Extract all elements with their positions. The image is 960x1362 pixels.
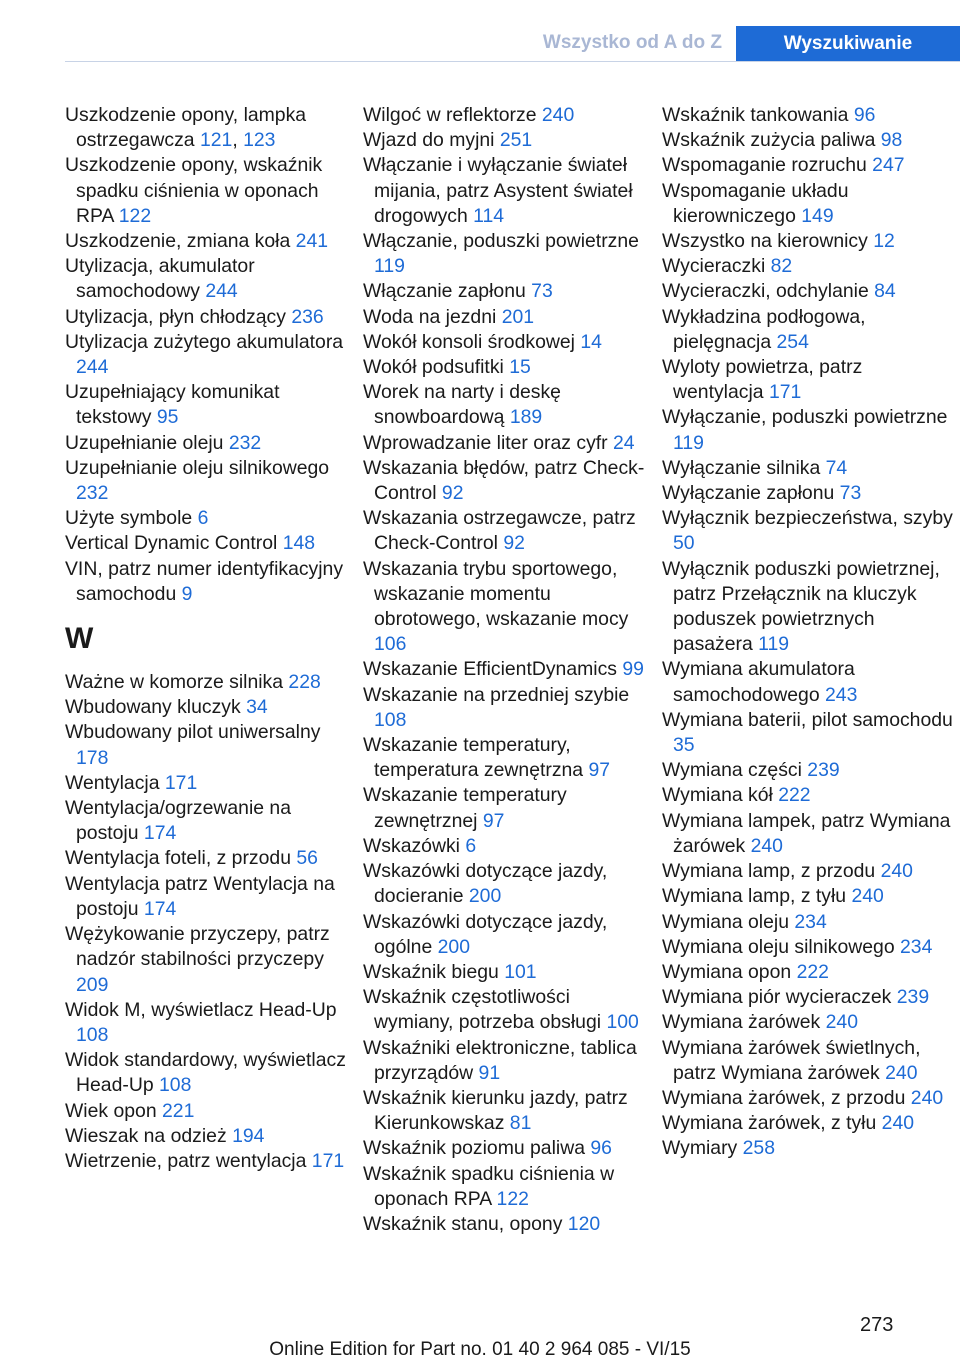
page-link[interactable]: 96	[590, 1137, 612, 1160]
index-entry	[363, 128, 653, 153]
index-entry-text: Wymiana żarówek	[662, 1011, 821, 1034]
index-entry	[363, 657, 653, 682]
index-entry	[662, 1010, 958, 1035]
index-entry-text: Włączanie i wyłączanie świateł mijania, patrz Asystent świateł drogowych	[363, 154, 633, 227]
index-entry-text: Wentylacja/ogrzewanie na postoju	[65, 797, 291, 845]
page-link[interactable]: 121	[199, 129, 233, 152]
index-entry-text: Utylizacja, płyn chłodzący	[65, 305, 286, 328]
index-entry-text: Utylizacja, akumulator samochodowy	[65, 255, 255, 303]
page-link[interactable]: 241	[295, 230, 329, 253]
index-entry-text: Wskazania trybu sportowego, wskazanie momentu obrotowego, wskazanie mocy	[363, 557, 629, 631]
index-entry	[662, 1036, 958, 1086]
index-entry	[65, 254, 355, 304]
index-entry-text: Wskazówki dotyczące jazdy, ogólne	[363, 910, 608, 958]
index-entry-text: Wskaźnik kierunku jazdy, patrz Kierunkowskaz	[363, 1086, 628, 1135]
index-entry	[65, 695, 355, 720]
index-entry-text: Wymiana lampek, patrz Wymiana żarówek	[662, 809, 951, 857]
index-entry-text: Wymiary	[662, 1137, 738, 1160]
index-entry	[65, 330, 355, 380]
index-entry	[65, 998, 355, 1048]
index-entry	[662, 153, 958, 178]
index-column-2	[363, 103, 653, 1237]
index-entry-text: Wymiana kół	[662, 784, 773, 807]
index-entry-text: Wspomaganie rozruchu	[662, 154, 867, 177]
page-link[interactable]: 148	[282, 532, 316, 555]
page-link[interactable]: 240	[881, 1112, 915, 1135]
page-link[interactable]: 240	[880, 860, 913, 883]
index-entry-text: Wjazd do myjni	[363, 129, 495, 152]
page-link[interactable]: 81	[509, 1112, 532, 1135]
index-entry-text: Wokół konsoli środkowej	[363, 330, 575, 353]
index-entry-text: Użyte symbole	[65, 507, 193, 530]
index-entry-text: Wskazówki	[363, 834, 460, 857]
page-link[interactable]: 15	[509, 356, 531, 379]
page-link[interactable]: 119	[374, 255, 405, 278]
index-entry	[363, 985, 653, 1035]
page-number: 273	[860, 1314, 894, 1336]
page-header	[0, 0, 960, 62]
page-link[interactable]: 232	[228, 431, 262, 454]
index-entry	[363, 783, 653, 833]
index-entry-text: Wężykowanie przyczepy, patrz nadzór stabilności przyczepy	[65, 923, 330, 971]
page-link[interactable]: 189	[509, 406, 543, 429]
page-link[interactable]: 201	[501, 305, 535, 328]
page-link[interactable]: 240	[825, 1011, 858, 1034]
page-link[interactable]: 108	[159, 1074, 192, 1097]
index-entry	[65, 557, 355, 607]
page-link[interactable]: 97	[482, 809, 505, 832]
page-link[interactable]: 240	[541, 104, 575, 126]
index-entry	[65, 1149, 355, 1174]
page-link[interactable]: 35	[673, 734, 695, 757]
index-entry	[662, 809, 958, 859]
index-entry: Uszkodzenie opony, lampka ostrzegawcza 121, 123	[65, 104, 307, 152]
index-entry-text: Wentylacja patrz Wentylacja na postoju	[65, 872, 335, 920]
page-link[interactable]: 92	[441, 482, 464, 505]
index-entry-text: Wymiana akumulatora samochodowego	[662, 658, 855, 706]
index-entry-text: Worek na narty i deskę snowboardową	[363, 381, 561, 429]
index-entry	[662, 884, 958, 909]
page-link[interactable]: 9	[181, 582, 193, 605]
index-entry	[65, 1099, 355, 1124]
page-link[interactable]: 258	[742, 1137, 775, 1160]
page-link[interactable]: 178	[76, 746, 109, 769]
page-link[interactable]: 99	[622, 658, 644, 681]
index-entry-text: Wentylacja	[65, 771, 160, 794]
index-entry	[662, 657, 958, 707]
index-entry-text: Wymiana baterii, pilot samochodu	[662, 708, 953, 731]
index-entry-text: Utylizacja zużytego akumulatora	[65, 330, 344, 353]
page-link[interactable]: 24	[613, 431, 635, 454]
index-entry-text: Wskazanie temperatury zewnętrznej	[363, 784, 567, 832]
page-link[interactable]: 122	[496, 1187, 529, 1210]
page-link[interactable]: 92	[503, 532, 525, 555]
index-entry-text: Wentylacja foteli, z przodu	[65, 847, 291, 870]
index-entry	[363, 910, 653, 960]
page-link[interactable]: 73	[531, 280, 553, 303]
index-entry-text: Wyłączanie zapłonu	[662, 482, 835, 505]
index-entry	[65, 456, 355, 506]
index-entry-text: Włączanie, poduszki powietrzne	[363, 230, 639, 253]
index-entry-text: Wskaźnik spadku ciśnienia w oponach RPA	[363, 1162, 615, 1210]
page-link[interactable]: 50	[673, 532, 695, 555]
index-entry	[65, 720, 355, 770]
index-entry-text: Wymiana żarówek świetlnych, patrz Wymiana żarówek	[662, 1036, 921, 1084]
index-entry	[363, 330, 653, 355]
page-link[interactable]: 174	[143, 897, 177, 920]
index-entry	[662, 279, 958, 304]
index-entry	[363, 279, 653, 304]
index-entry	[662, 708, 958, 758]
index-entry-text: Vertical Dynamic Control	[65, 532, 278, 555]
index-entry-text: Wbudowany pilot uniwersalny	[65, 721, 321, 744]
page-link[interactable]: 56	[296, 847, 318, 870]
page-link[interactable]: 171	[311, 1149, 345, 1172]
index-entry	[662, 355, 958, 405]
page-link[interactable]: 101	[504, 960, 537, 983]
page-link[interactable]: 174	[143, 822, 177, 845]
index-entry-text: VIN, patrz numer identyfikacyjny samochodu	[65, 557, 344, 605]
index-entry-text: Wymiana oleju silnikowego	[662, 935, 895, 958]
page-link[interactable]: 243	[825, 683, 858, 706]
index-entry-text: Włączanie zapłonu	[363, 280, 526, 303]
index-column-3	[662, 103, 958, 1162]
index-entry-text: Wbudowany kluczyk	[65, 696, 241, 719]
edition-footer: Online Edition for Part no. 01 40 2 964 085 - VI/15	[269, 1339, 691, 1360]
page-link[interactable]: 209	[76, 973, 109, 996]
page-link[interactable]: 96	[853, 104, 876, 126]
page-link[interactable]: 95	[156, 406, 179, 429]
page-link[interactable]: 171	[768, 381, 802, 404]
page-link[interactable]: 222	[778, 784, 811, 807]
index-entry-text: Wskaźnik zużycia paliwa	[662, 129, 876, 152]
index-entry-text: Wycieraczki	[662, 255, 766, 278]
active-section-tab[interactable]: Wyszukiwanie	[736, 26, 960, 61]
page-link[interactable]: 228	[288, 671, 321, 694]
page-link[interactable]: 6	[465, 834, 477, 857]
index-entry-text: Wskaźnik stanu, opony	[363, 1212, 563, 1235]
index-entry-text: Wskazania ostrzegawcze, patrz Check-Control	[363, 507, 636, 555]
index-entry	[662, 179, 958, 229]
index-entry-text: Wymiana opon	[662, 960, 792, 983]
index-entry	[65, 922, 355, 998]
page-link[interactable]: 254	[776, 330, 809, 353]
index-entry	[363, 683, 653, 733]
index-entry	[65, 431, 355, 456]
page-link[interactable]: 232	[76, 482, 109, 505]
index-entry-text: Wieszak na odzież	[65, 1124, 227, 1147]
index-entry-text: Wskaźniki elektroniczne, tablica przyrządów	[363, 1036, 637, 1084]
index-column-1	[65, 103, 355, 1174]
index-entry	[662, 456, 958, 481]
index-entry	[65, 872, 355, 922]
index-entry	[662, 935, 958, 960]
index-entry-text: Wymiana lamp, z tyłu	[662, 885, 847, 908]
page-link[interactable]: 73	[839, 482, 862, 505]
index-entry	[65, 1124, 355, 1149]
page-link[interactable]: 120	[567, 1212, 601, 1235]
index-entry-text: Wilgoć w reflektorze	[363, 104, 537, 126]
page-link[interactable]: 100	[606, 1011, 639, 1034]
index-entry-text: Wskaźnik biegu	[363, 960, 499, 983]
index-entry	[65, 305, 355, 330]
index-entry	[662, 1086, 958, 1111]
index-entry	[662, 254, 958, 279]
page-link[interactable]: 221	[162, 1099, 195, 1122]
page-link[interactable]: 122	[118, 204, 152, 227]
index-entry	[363, 506, 653, 556]
index-entry-text: Wspomaganie układu kierowniczego	[662, 179, 849, 227]
index-entry	[662, 229, 958, 254]
index-entry	[363, 355, 653, 380]
index-entry-text: Wskazanie temperatury, temperatura zewnętrzna	[363, 734, 584, 782]
page-link[interactable]: 108	[374, 708, 407, 731]
page-link[interactable]: 171	[164, 771, 198, 794]
index-entry	[363, 456, 653, 506]
index-entry	[363, 1036, 653, 1086]
index-entry	[662, 481, 958, 506]
index-entry-text: Wymiana oleju	[662, 910, 789, 933]
index-entry-text: Widok M, wyświetlacz Head-Up	[65, 998, 337, 1021]
index-entry	[65, 380, 355, 430]
index-entry	[662, 859, 958, 884]
index-entry-text: Wymiana żarówek, z tyłu	[662, 1112, 877, 1135]
page-link[interactable]: 200	[437, 935, 470, 958]
index-entry-text: Wszystko na kierownicy	[662, 230, 868, 253]
page-link[interactable]: 114	[473, 204, 505, 227]
index-entry	[363, 859, 653, 909]
index-entry	[363, 733, 653, 783]
index-entry	[65, 771, 355, 796]
index-entry	[363, 1212, 653, 1237]
page-link[interactable]: 200	[468, 885, 502, 908]
page-link[interactable]: 234	[900, 935, 933, 958]
page-link[interactable]: 34	[246, 696, 268, 719]
page-link[interactable]: 239	[896, 986, 930, 1009]
page-link[interactable]: 98	[880, 129, 903, 152]
index-entry-text: Uszkodzenie opony, lampka ostrzegawcza	[65, 104, 307, 152]
index-entry	[662, 103, 958, 128]
index-entry-text: Wskazanie EfficientDynamics	[363, 658, 617, 681]
index-entry	[363, 1086, 653, 1136]
index-entry-text: Wykładzina podłogowa, pielęgnacja	[662, 305, 866, 353]
index-entry	[65, 506, 355, 531]
page-link[interactable]: 123	[243, 129, 276, 152]
page-link[interactable]: 247	[872, 154, 905, 177]
index-entry-text: Wymiana części	[662, 759, 802, 782]
page-link[interactable]: 108	[76, 1023, 109, 1046]
index-entry	[363, 1162, 653, 1212]
index-entry	[662, 960, 958, 985]
page-link[interactable]: 244	[76, 356, 109, 379]
index-entry-text: Uszkodzenie opony, wskaźnik spadku ciśnienia w oponach RPA	[65, 154, 323, 227]
page-link[interactable]: 6	[197, 507, 209, 530]
page-link[interactable]: 240	[910, 1086, 944, 1109]
index-entry-text: Wymiana żarówek, z przodu	[662, 1086, 906, 1109]
index-entry	[662, 1111, 958, 1136]
index-entry-text: Uszkodzenie, zmiana koła	[65, 230, 291, 253]
page-link[interactable]: 251	[499, 129, 533, 152]
page-link[interactable]: 240	[885, 1061, 918, 1084]
page-link[interactable]: 84	[874, 280, 896, 303]
index-entry-text: Wskazówki dotyczące jazdy, docieranie	[363, 860, 608, 908]
page-link[interactable]: 97	[588, 759, 611, 782]
index-entry	[662, 405, 958, 455]
page-link[interactable]: 91	[478, 1061, 501, 1084]
index-letter-heading: W	[65, 622, 94, 656]
index-entry	[65, 670, 355, 695]
index-entry	[65, 229, 355, 254]
index-entry	[662, 910, 958, 935]
index-entry-text: Wymiana piór wycieraczek	[662, 986, 892, 1009]
index-entry-text: Uzupełnianie oleju	[65, 431, 224, 454]
page-link[interactable]: 239	[807, 759, 840, 782]
page-link[interactable]: 236	[291, 305, 324, 328]
index-entry	[65, 796, 355, 846]
index-entry	[363, 431, 653, 456]
index-entry	[363, 960, 653, 985]
page-link[interactable]: 12	[873, 230, 895, 253]
index-entry	[363, 229, 653, 279]
index-entry	[65, 846, 355, 871]
index-entry-text: Wyłącznik bezpieczeństwa, szyby	[662, 507, 953, 530]
index-entry-text: Wskaźnik poziomu paliwa	[363, 1137, 585, 1160]
page-link[interactable]: 119	[758, 633, 790, 656]
index-entry-text: Wokół podsufitki	[363, 356, 504, 379]
index-entry-text: Wskaźnik tankowania	[662, 104, 849, 126]
index-entry-text: Wyłączanie, poduszki powietrzne	[662, 406, 948, 429]
page-link[interactable]: 149	[801, 204, 834, 227]
index-entry-text: Widok standardowy, wyświetlacz Head-Up	[65, 1049, 346, 1097]
index-entry	[662, 305, 958, 355]
index-entry-text: Ważne w komorze silnika	[65, 671, 284, 694]
page-link[interactable]: 82	[770, 255, 793, 278]
page-link[interactable]: 194	[232, 1124, 265, 1147]
index-entry-text: Wskazania błędów, patrz Check-Control	[363, 456, 645, 505]
index-entry-text: Wietrzenie, patrz wentylacja	[65, 1149, 307, 1172]
index-entry	[65, 1048, 355, 1098]
index-entry-text: Wyłączanie silnika	[662, 456, 821, 479]
index-entry	[662, 557, 958, 658]
index-entry-text: Woda na jezdni	[363, 305, 497, 328]
page-link[interactable]: 119	[673, 431, 704, 454]
index-entry-text: Wiek opon	[65, 1099, 157, 1122]
index-entry	[363, 834, 653, 859]
index-entry	[662, 758, 958, 783]
index-entry	[363, 103, 653, 128]
index-entry-text: Wyloty powietrza, patrz wentylacja	[662, 356, 863, 404]
page-link[interactable]: 222	[796, 960, 829, 983]
page-link[interactable]: 106	[374, 633, 407, 656]
index-entry-text: Wymiana lamp, z przodu	[662, 860, 876, 883]
section-tab[interactable]: Wszystko od A do Z	[542, 32, 722, 53]
index-entry	[65, 531, 355, 556]
index-entry-text: Uzupełnianie oleju silnikowego	[65, 456, 330, 479]
index-entry-text: Wskaźnik częstotliwości wymiany, potrzeba obsługi	[363, 986, 602, 1034]
index-entry	[363, 557, 653, 658]
index-entry-text: Wskazanie na przedniej szybie	[363, 683, 630, 706]
index-entry	[662, 1136, 958, 1161]
index-entry-text: Wyłącznik poduszki powietrznej, patrz Przełącznik na kluczyk poduszek powietrznych pasażera	[662, 557, 940, 656]
index-entry	[363, 153, 653, 229]
index-entry-text: Wprowadzanie liter oraz cyfr	[363, 431, 608, 454]
page-link[interactable]: 74	[825, 456, 848, 479]
page-link[interactable]: 244	[205, 280, 238, 303]
index-entry-text: Wycieraczki, odchylanie	[662, 280, 869, 303]
index-entry	[363, 1136, 653, 1161]
page-link[interactable]: 240	[750, 834, 783, 857]
index-entry	[65, 153, 355, 229]
index-entry	[662, 506, 958, 556]
page-link[interactable]: 14	[580, 330, 602, 353]
index-entry	[662, 985, 958, 1010]
page-link[interactable]: 234	[794, 910, 827, 933]
index-entry	[662, 783, 958, 808]
index-entry-text: Uzupełniający komunikat tekstowy	[65, 381, 280, 429]
header-rule	[65, 61, 960, 62]
index-entry	[363, 380, 653, 430]
index-entry	[363, 305, 653, 330]
index-entry	[662, 128, 958, 153]
page-link[interactable]: 240	[851, 885, 884, 908]
